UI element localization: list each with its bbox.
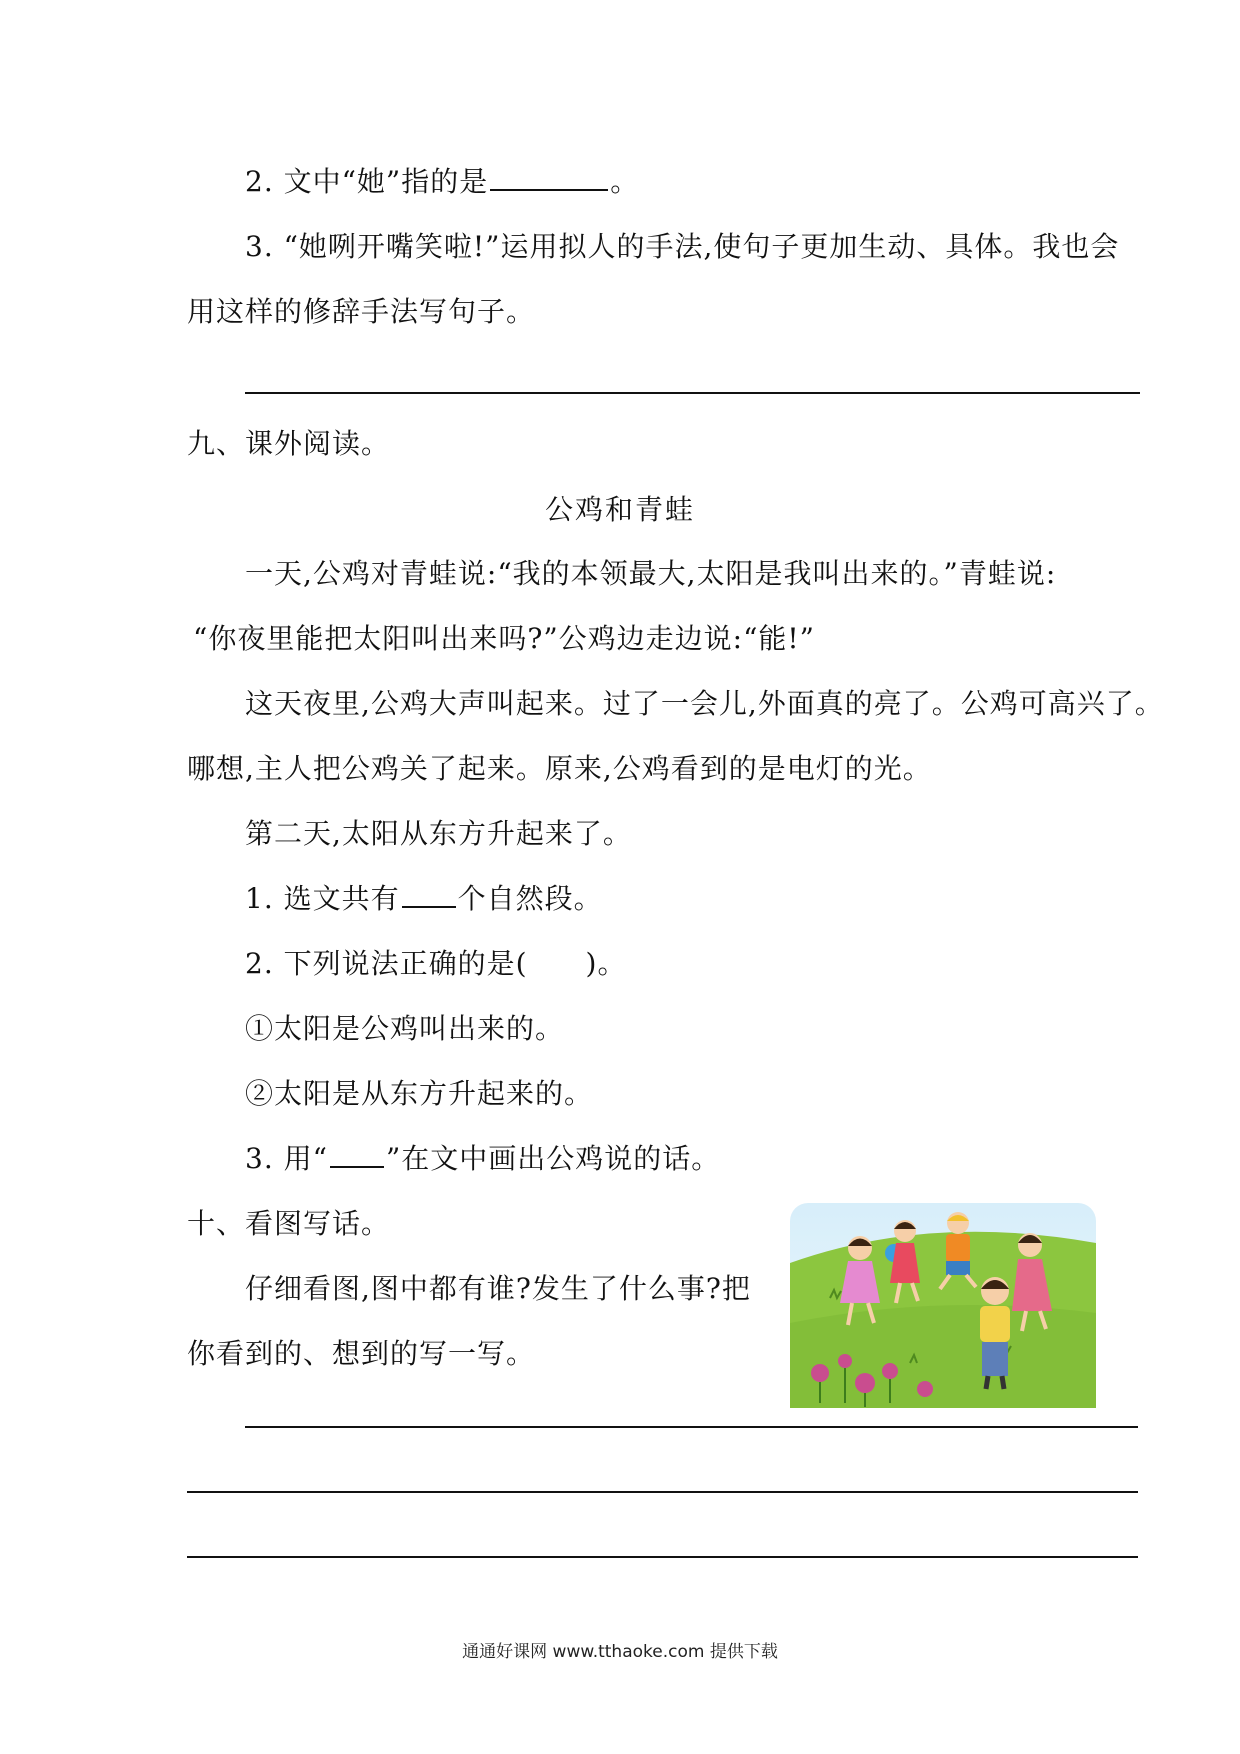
story-title: 公鸡和青蛙 [544,493,695,526]
option-2: ②太阳是从东方升起来的。 [245,1077,594,1110]
question-1-text: 1. 选文共有 个自然段。 [245,882,603,915]
download-footer: 通通好课网 www.tthaoke.com 提供下载 [462,1642,778,1662]
story-para3: 第二天,太阳从东方升起来了。 [245,817,632,850]
writing-line-2[interactable] [187,1491,1138,1493]
answer-line[interactable] [245,392,1140,394]
story-para1-line2: “你夜里能把太阳叫出来吗?”公鸡边走边说:“能!” [193,622,815,655]
question-2-text: 2. 文中“她”指的是 。 [245,165,640,198]
question-3-underline: 3. 用“ ”在文中画出公鸡说的话。 [245,1142,721,1175]
section-10-heading: 十、看图写话。 [187,1207,391,1240]
answer-blank[interactable] [490,163,608,191]
story-para2-line2: 哪想,主人把公鸡关了起来。原来,公鸡看到的是电灯的光。 [187,752,932,785]
question-2-choice: 2. 下列说法正确的是( )。 [245,947,627,980]
children-playing-illustration [790,1203,1096,1408]
question-3-line1: 3. “她咧开嘴笑啦!”运用拟人的手法,使句子更加生动、具体。我也会 [245,230,1120,263]
question-3-line2: 用这样的修辞手法写句子。 [187,295,536,328]
writing-prompt-line2: 你看到的、想到的写一写。 [187,1337,536,1370]
section-9-heading: 九、课外阅读。 [187,427,391,460]
answer-blank[interactable] [402,880,456,908]
writing-line-3[interactable] [187,1556,1138,1558]
story-para1-line1: 一天,公鸡对青蛙说:“我的本领最大,太阳是我叫出来的。”青蛙说: [245,557,1057,590]
writing-line-1[interactable] [245,1426,1138,1428]
option-1: ①太阳是公鸡叫出来的。 [245,1012,565,1045]
writing-prompt-line1: 仔细看图,图中都有谁?发生了什么事?把 [245,1272,751,1305]
story-para2-line1: 这天夜里,公鸡大声叫起来。过了一会儿,外面真的亮了。公鸡可高兴了。 [245,687,1164,720]
underline-sample [330,1140,384,1168]
